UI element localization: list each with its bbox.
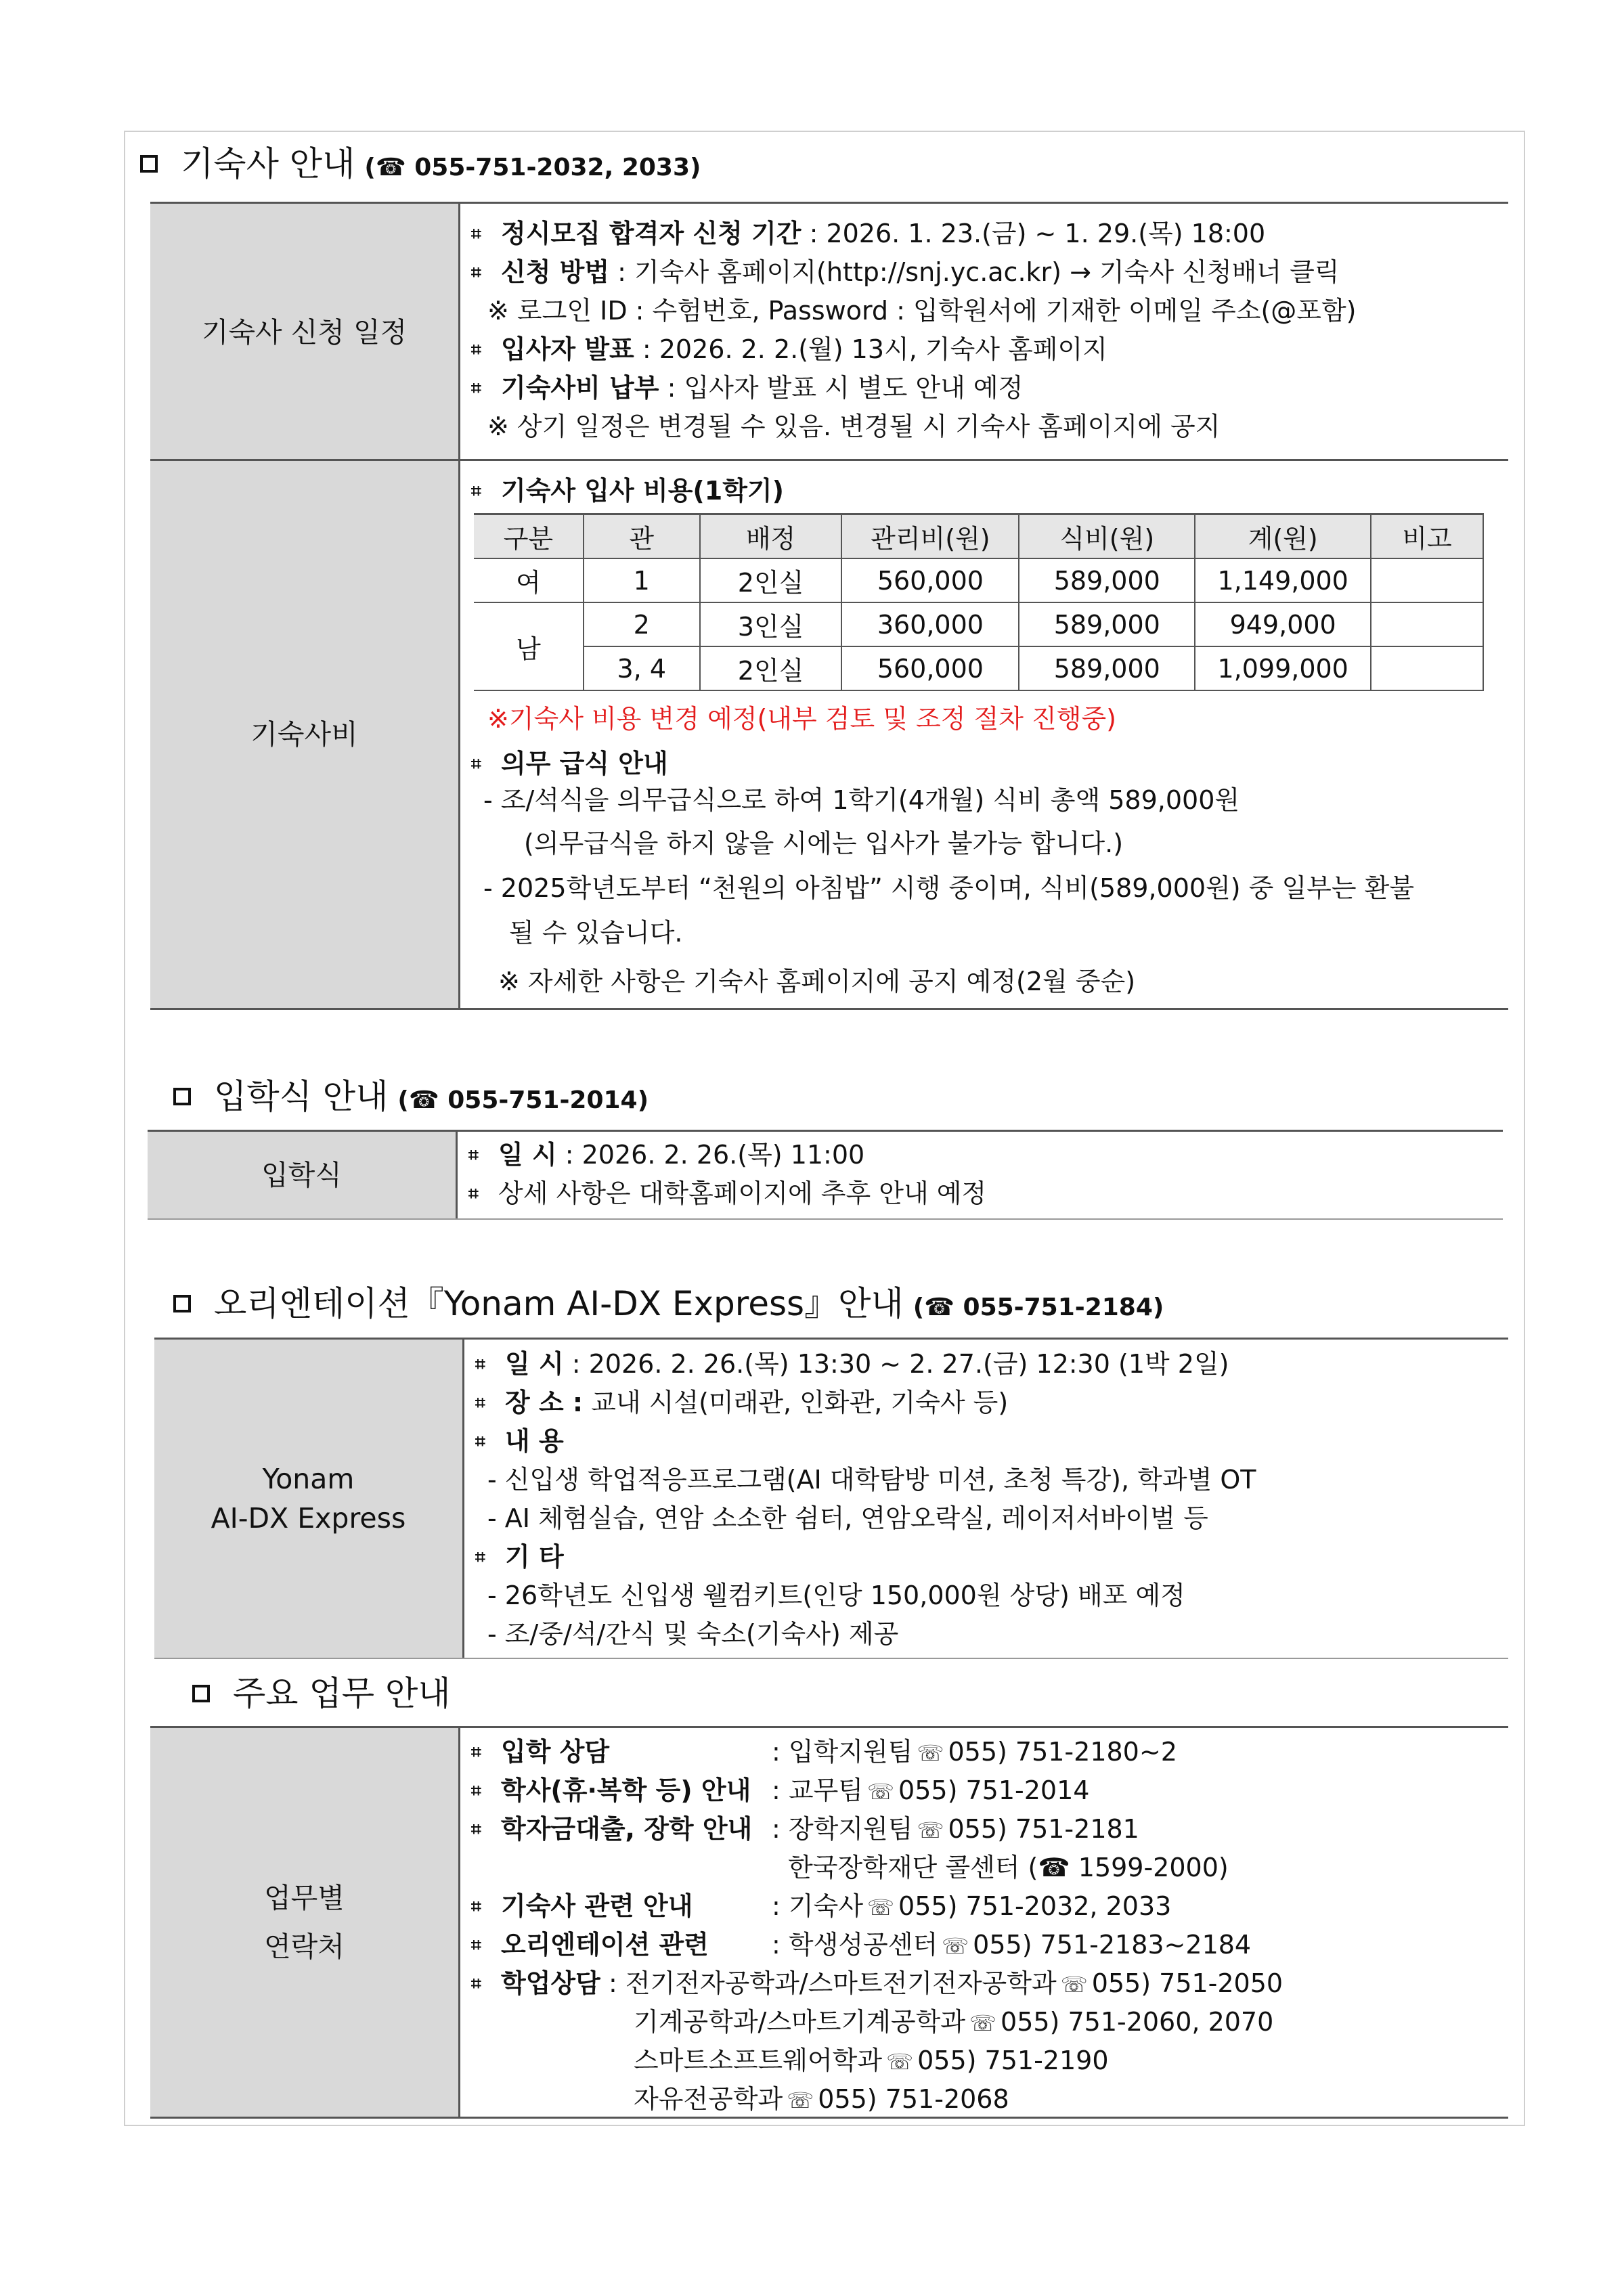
meal-line: - 조/석식을 의무급식으로 하여 1학기(4개월) 식비 총액 589,000원 (483, 785, 1240, 815)
phone-icon: ☏ (787, 2088, 814, 2113)
dorm-schedule-label: 기숙사 신청 일정 (150, 204, 460, 460)
contact-line: 스마트소프트웨어학과 ☏ 055) 751-2190 (634, 2046, 1109, 2075)
meal-line: 될 수 있습니다. (509, 918, 683, 948)
hash-icon: ⌗ (471, 378, 481, 399)
meal-line: - 2025학년도부터 “천원의 아침밥” 시행 중이며, 식비(589,000원) 중 일부는 환불 (483, 873, 1415, 903)
contact-line: 기계공학과/스마트기계공학과 ☏ 055) 751-2060, 2070 (634, 2007, 1274, 2037)
hash-icon: ⌗ (471, 340, 481, 360)
hash-icon: ⌗ (475, 1393, 485, 1413)
fee-heading: ⌗ 기숙사 입사 비용(1학기) (471, 472, 784, 510)
orientation-line: ⌗ 장 소 : 교내 시설(미래관, 인화관, 기숙사 등) (475, 1384, 1008, 1422)
table-row (474, 602, 1483, 646)
col-header: 식비(원) (1019, 514, 1195, 559)
hash-icon: ⌗ (468, 1145, 479, 1166)
cell-total: 1,149,000 (1195, 558, 1371, 602)
hash-icon: ⌗ (471, 1819, 481, 1840)
phone-icon: ☏ (942, 1933, 969, 1959)
ceremony-phone: (☎ 055-751-2014) (397, 1086, 649, 1114)
hash-icon: ⌗ (471, 1974, 481, 1994)
table-row (474, 558, 1483, 602)
orientation-detail: - 조/중/석/간식 및 숙소(기숙사) 제공 (487, 1619, 899, 1649)
contact-line: ⌗ 학사(휴·복학 등) 안내 : 교무팀 ☏ 055) 751-2014 (471, 1771, 1089, 1811)
divider (148, 1218, 1503, 1220)
col-header: 비고 (1371, 514, 1483, 559)
cell-meal-fee: 589,000 (1019, 558, 1195, 602)
contacts-content (471, 1733, 1500, 2116)
table-row (474, 646, 1483, 690)
phone-icon: ☏ (917, 1740, 944, 1766)
phone-icon: ☏ (886, 2049, 914, 2075)
dorm-phone: (☎ 055-751-2032, 2033) (364, 154, 701, 181)
orientation-label: Yonam AI-DX Express (154, 1340, 464, 1658)
dorm-title-text: 기숙사 안내 (181, 144, 355, 183)
contact-line: ⌗ 학업상담 : 전기전자공학과/스마트전기전자공학과 ☏ 055) 751-2050 (471, 1964, 1283, 2004)
cell-hall: 2 (584, 602, 700, 646)
checkbox-bullet-icon (140, 155, 158, 173)
schedule-note: ※ 상기 일정은 변경될 수 있음. 변경될 시 기숙사 홈페이지에 공지 (487, 412, 1221, 441)
cell-meal-fee: 589,000 (1019, 602, 1195, 646)
orientation-line: ⌗ 내 용 (475, 1422, 564, 1461)
phone-icon: ☏ (917, 1817, 944, 1843)
schedule-line: ⌗ 정시모집 합격자 신청 기간 : 2026. 1. 23.(금) ~ 1. 29.(목) 18:00 (471, 215, 1265, 253)
contact-line: ⌗ 입학 상담 : 입학지원팀 ☏ 055) 751-2180~2 (471, 1733, 1177, 1772)
cell-room: 3인실 (700, 602, 842, 646)
hash-icon: ⌗ (471, 481, 481, 502)
cell-group: 남 (474, 602, 584, 690)
cell-room: 2인실 (700, 558, 842, 602)
hash-icon: ⌗ (475, 1432, 485, 1452)
cell-group: 여 (474, 558, 584, 602)
ceremony-label: 입학식 (148, 1132, 458, 1218)
phone-icon: ☏ (867, 1895, 895, 1920)
meal-heading: ⌗ 의무 급식 안내 (471, 745, 668, 783)
cell-note (1371, 558, 1483, 602)
cell-mgmt-fee: 560,000 (841, 646, 1019, 690)
contacts-title-text: 주요 업무 안내 (233, 1674, 451, 1713)
ceremony-title-text: 입학식 안내 (214, 1077, 389, 1116)
col-header: 배정 (700, 514, 842, 559)
schedule-note: ※ 로그인 ID : 수험번호, Password : 입학원서에 기재한 이메일 주소(@포함) (487, 296, 1357, 326)
phone-icon: ☏ (1060, 1972, 1088, 1997)
contact-line: ⌗ 기숙사 관련 안내 : 기숙사 ☏ 055) 751-2032, 2033 (471, 1887, 1171, 1926)
orientation-line: ⌗ 기 타 (475, 1538, 564, 1576)
col-header: 계(원) (1195, 514, 1371, 559)
dorm-section-title (140, 144, 701, 188)
cell-note (1371, 602, 1483, 646)
hash-icon: ⌗ (471, 1781, 481, 1801)
ceremony-section-title (173, 1076, 649, 1121)
orientation-detail: - AI 체험실습, 연암 소소한 쉼터, 연암오락실, 레이저서바이벌 등 (487, 1503, 1208, 1533)
phone-icon: ☏ (867, 1779, 895, 1805)
col-header: 관리비(원) (841, 514, 1019, 559)
cell-hall: 3, 4 (584, 646, 700, 690)
schedule-line: ⌗ 입사자 발표 : 2026. 2. 2.(월) 13시, 기숙사 홈페이지 (471, 330, 1107, 369)
hash-icon: ⌗ (471, 1935, 481, 1956)
divider (154, 1658, 1508, 1659)
hash-icon: ⌗ (468, 1184, 479, 1204)
hash-icon: ⌗ (475, 1547, 485, 1568)
orientation-content (475, 1345, 1504, 1656)
contacts-label: 업무별 연락처 (150, 1728, 460, 2117)
dorm-fee-label: 기숙사비 (150, 461, 460, 1008)
meal-line: (의무급식을 하지 않을 시에는 입사가 불가능 합니다.) (524, 829, 1124, 858)
dorm-fee-notes (471, 697, 1500, 1002)
cell-meal-fee: 589,000 (1019, 646, 1195, 690)
cell-total: 949,000 (1195, 602, 1371, 646)
hash-icon: ⌗ (471, 1742, 481, 1763)
col-header: 관 (584, 514, 700, 559)
cell-note (1371, 646, 1483, 690)
divider (150, 2117, 1508, 2119)
orientation-line: ⌗ 일 시 : 2026. 2. 26.(목) 13:30 ~ 2. 27.(금) 12:30 (1박 2일) (475, 1345, 1229, 1384)
contact-line: 자유전공학과 ☏ 055) 751-2068 (634, 2084, 1009, 2114)
ceremony-line: ⌗ 일 시 : 2026. 2. 26.(목) 11:00 (468, 1136, 864, 1174)
contacts-section-title (192, 1673, 451, 1714)
orientation-title-text: 오리엔테이션『Yonam AI-DX Express』안내 (214, 1284, 904, 1323)
cell-total: 1,099,000 (1195, 646, 1371, 690)
schedule-line: ⌗ 기숙사비 납부 : 입사자 발표 시 별도 안내 예정 (471, 369, 1023, 407)
meal-note: ※ 자세한 사항은 기숙사 홈페이지에 공지 예정(2월 중순) (498, 967, 1136, 996)
dorm-schedule-content (471, 215, 1500, 458)
hash-icon: ⌗ (471, 1897, 481, 1917)
hash-icon: ⌗ (471, 754, 481, 774)
fee-change-notice: ※기숙사 비용 변경 예정(내부 검토 및 조정 절차 진행중) (487, 704, 1116, 734)
orientation-detail: - 26학년도 신입생 웰컴키트(인당 150,000원 상당) 배포 예정 (487, 1581, 1185, 1610)
schedule-line: ⌗ 신청 방법 : 기숙사 홈페이지(http://snj.yc.ac.kr) → 기숙사 신청배너 클릭 (471, 253, 1340, 292)
contact-line: ⌗ 오리엔테이션 관련 : 학생성공센터 ☏ 055) 751-2183~2184 (471, 1926, 1251, 1965)
ceremony-content (468, 1136, 1497, 1217)
col-header: 구분 (474, 514, 584, 559)
table-header-row (474, 514, 1483, 559)
ceremony-line: ⌗ 상세 사항은 대학홈페이지에 추후 안내 예정 (468, 1174, 986, 1213)
checkbox-bullet-icon (173, 1295, 191, 1312)
dorm-fee-table (474, 513, 1484, 691)
divider (150, 1008, 1508, 1010)
cell-mgmt-fee: 360,000 (841, 602, 1019, 646)
checkbox-bullet-icon (173, 1088, 191, 1105)
checkbox-bullet-icon (192, 1685, 210, 1702)
orientation-section-title (173, 1283, 1164, 1328)
orientation-phone: (☎ 055-751-2184) (913, 1294, 1164, 1321)
phone-icon: ☏ (969, 2010, 997, 2036)
cell-mgmt-fee: 560,000 (841, 558, 1019, 602)
orientation-detail: - 신입생 학업적응프로그램(AI 대학탐방 미션, 초청 특강), 학과별 OT (487, 1465, 1256, 1495)
hash-icon: ⌗ (471, 263, 481, 283)
contact-line: ⌗ 학자금대출, 장학 안내 : 장학지원팀 ☏ 055) 751-2181 (471, 1810, 1139, 1849)
hash-icon: ⌗ (475, 1354, 485, 1375)
cell-hall: 1 (584, 558, 700, 602)
hash-icon: ⌗ (471, 224, 481, 244)
cell-room: 2인실 (700, 646, 842, 690)
contact-line: 한국장학재단 콜센터 (☎ 1599-2000) (788, 1853, 1229, 1882)
